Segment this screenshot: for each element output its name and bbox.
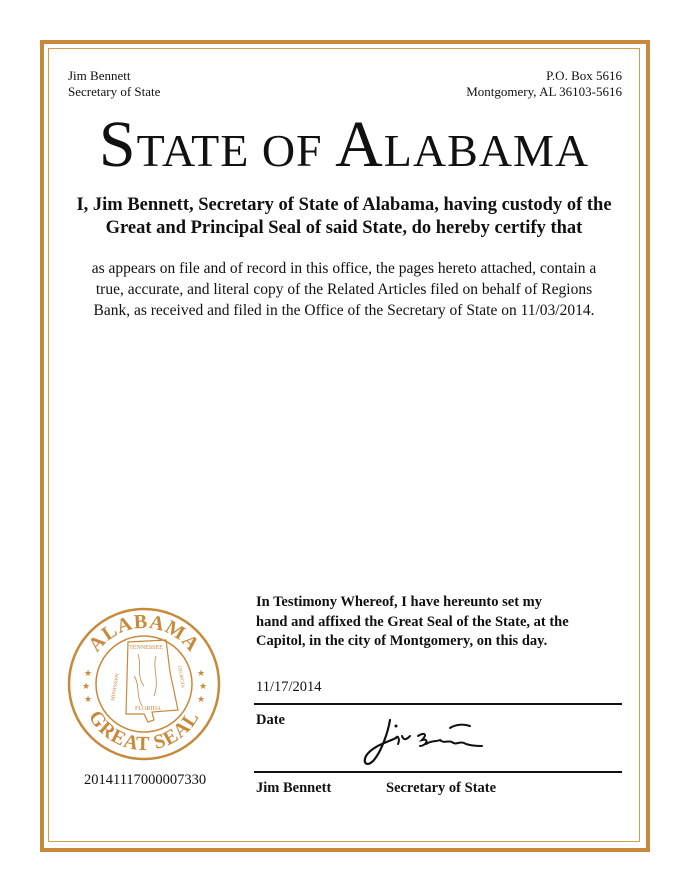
svg-text:★: ★: [82, 681, 91, 691]
date-line: [254, 703, 622, 705]
svg-text:★: ★: [197, 694, 206, 704]
header-left: [68, 68, 160, 100]
body-line: as appears on file and of record in this office, the pages hereto attached, contain a: [91, 260, 597, 277]
body-text: [72, 258, 616, 321]
signature-line: [254, 771, 622, 773]
date-label: Date: [256, 712, 285, 728]
testimony-line: hand and affixed the Great Seal of the State, at the: [256, 613, 569, 630]
page-title: [0, 110, 688, 186]
title-of: OF: [261, 125, 323, 176]
testimony-line: Capitol, in the city of Montgomery, on this day.: [256, 633, 548, 649]
svg-text:ALABAMA: ALABAMA: [84, 610, 204, 657]
testimony-line: In Testimony Whereof, I have hereunto set my: [256, 594, 542, 610]
svg-text:GEORGIA: GEORGIA: [176, 665, 185, 689]
secretary-name: Jim Bennett: [68, 68, 131, 83]
signer-title: Secretary of State: [386, 780, 497, 796]
date-value: 11/17/2014: [256, 679, 322, 695]
body-line: Bank, as received and filed in the Office of the Secretary of State on 11/03/2014.: [93, 302, 595, 319]
title-cap-s: S: [98, 108, 137, 181]
certify-line: I, Jim Bennett, Secretary of State of Alabama, having custody of the: [76, 195, 612, 215]
body-line: true, accurate, and literal copy of the Related Articles filed on behalf of Regions: [95, 281, 593, 298]
header-right: [466, 68, 622, 100]
svg-text:★: ★: [197, 668, 206, 678]
secretary-title: Secretary of State: [68, 84, 161, 99]
svg-text:★: ★: [84, 694, 93, 704]
svg-text:TENNESSEE: TENNESSEE: [129, 645, 163, 651]
title-alabama-rest: LABAMA: [383, 125, 590, 176]
svg-text:GREAT SEAL: GREAT SEAL: [84, 706, 204, 756]
svg-text:★: ★: [84, 668, 93, 678]
certificate-number: 20141117000007330: [84, 772, 207, 788]
title-state-rest: TATE: [136, 125, 250, 176]
title-cap-a: A: [335, 108, 384, 181]
svg-text:FLORIDA: FLORIDA: [134, 706, 162, 712]
address-line1: P.O. Box 5616: [546, 68, 622, 83]
signature-image: [360, 712, 490, 772]
certify-statement: [60, 194, 628, 240]
address-line2: Montgomery, AL 36103-5616: [466, 84, 622, 99]
svg-text:★: ★: [199, 681, 208, 691]
signer-name: Jim Bennett: [256, 780, 332, 796]
svg-text:MISSISSIPPI: MISSISSIPPI: [111, 673, 121, 702]
certify-line: Great and Principal Seal of said State, do hereby certify that: [105, 218, 583, 238]
testimony-text: [256, 593, 626, 652]
great-seal-logo: [66, 606, 222, 762]
